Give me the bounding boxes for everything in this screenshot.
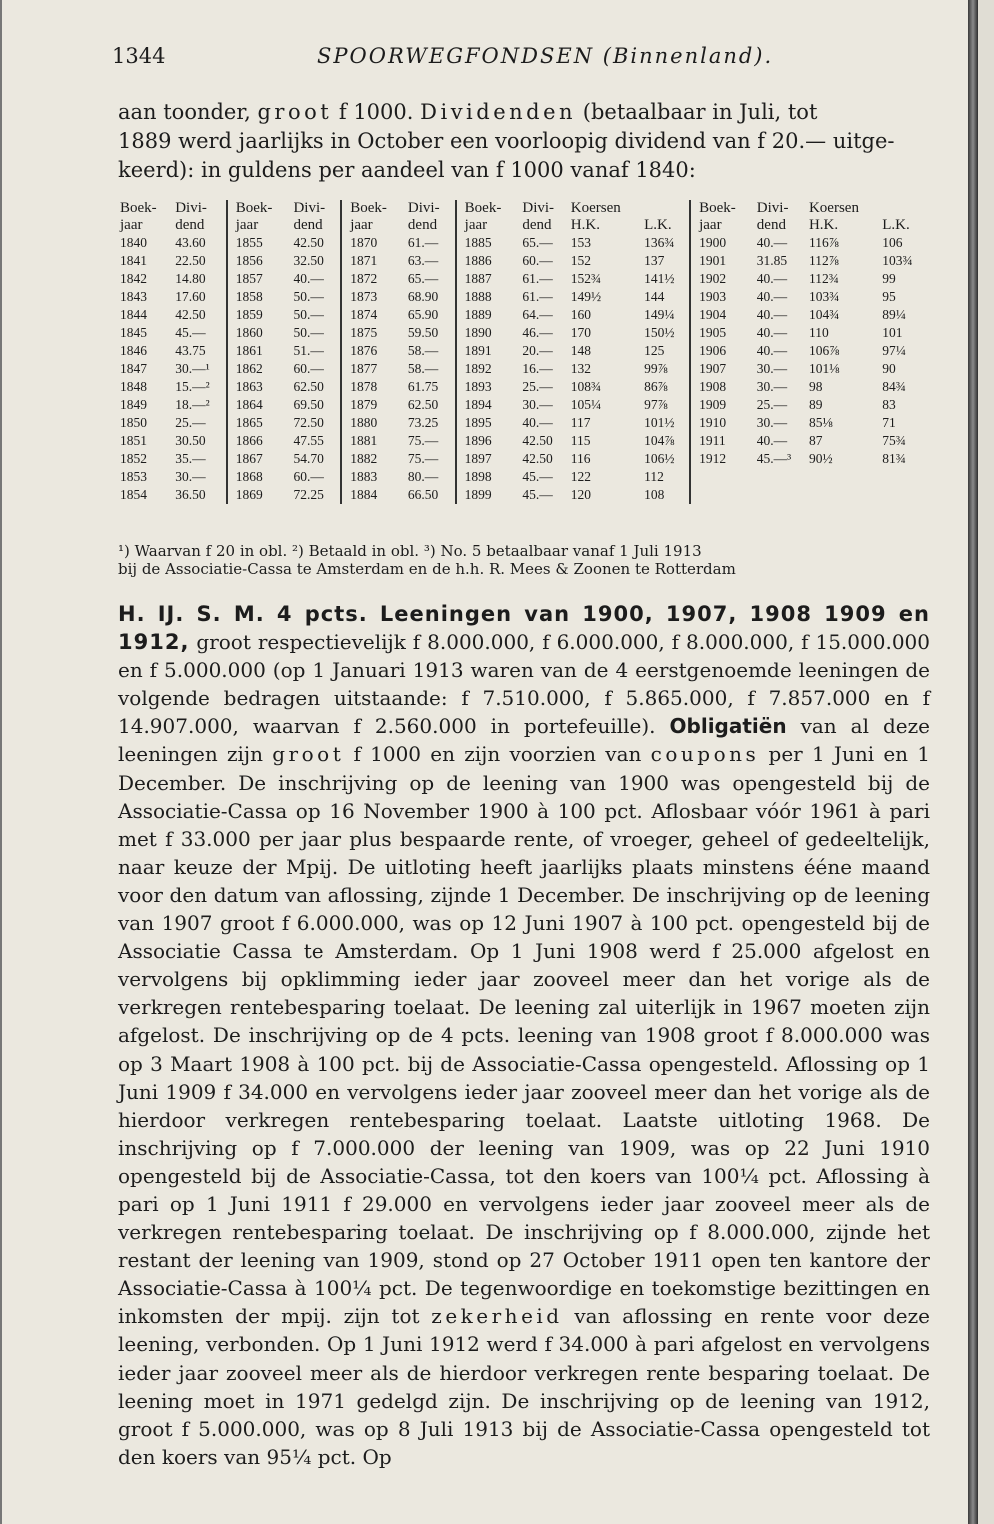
table-cell: 1899 [456,486,521,504]
table-cell: 47.55 [293,433,324,448]
table-cell: 25.— [175,415,206,430]
table-cell: 104⅞ [644,433,675,448]
table-cell: 1890 [456,324,521,342]
table-cell: 1897 [456,450,521,468]
table-cell: 75.— [407,451,439,466]
table-cell: 112¾ [808,271,839,286]
table-cell: 1883 [341,468,406,486]
table-cell: 43.60 [175,235,206,250]
table-cell: 1889 [456,306,521,324]
table-cell: 1846 [120,343,147,358]
table-row [118,486,927,504]
table-cell: 32.50 [293,253,324,268]
table-cell: 98 [808,379,823,394]
table-cell: 71 [882,415,896,430]
table-cell: 15.—² [175,379,210,394]
column-header: Divi- [522,200,555,216]
table-cell: 99 [882,271,896,286]
table-cell: 106 [882,235,903,250]
intro-line-3: keerd): in guldens per aandeel van f 1000 vanaf 1840: [118,158,696,182]
table-cell: 50.— [293,307,324,322]
table-cell: 1874 [341,306,406,324]
column-header: L.K. [644,217,672,233]
table-cell: 1898 [456,468,521,486]
loan-section [118,600,930,1471]
table-cell: 46.— [522,325,553,340]
table-cell: 30.— [756,415,788,430]
table-cell: 1911 [690,432,755,450]
table-cell: 69.50 [293,397,324,412]
column-header: jaar [456,217,521,234]
table-cell: 144 [644,289,665,304]
table-cell: 132 [570,361,592,376]
column-header: L.K. [882,217,910,233]
table-row [118,396,927,414]
column-header: Boek- [456,200,521,217]
table-cell: 1855 [227,234,292,252]
footnote-line-2: bij de Associatie-Cassa te Amsterdam en de h.h. R. Mees & Zoonen te Rotterdam [118,560,736,578]
footnotes [118,542,948,578]
table-cell [807,468,880,486]
table-cell: 1871 [341,252,406,270]
table-cell: 61.75 [407,379,439,394]
table-cell: 63.— [407,253,439,268]
table-cell: 51.— [293,343,324,358]
table-cell: 62.50 [407,397,439,412]
table-cell: 65.90 [407,307,439,322]
table-cell: 1864 [227,396,292,414]
column-header: Boek- [341,200,406,217]
table-header-row [118,217,927,234]
table-cell: 40.— [756,289,788,304]
table-cell: 108¾ [570,379,602,394]
column-header: Divi- [756,200,789,216]
table-cell: 81¾ [882,451,906,466]
dividend-table-header [118,200,927,234]
table-cell: 137 [644,253,665,268]
table-cell: 105¼ [570,397,602,412]
table-row [118,324,927,342]
table-cell: 1881 [341,432,406,450]
table-cell: 89¼ [882,307,906,322]
table-cell [880,468,927,486]
table-cell: 1854 [120,487,147,502]
table-cell: 112 [644,469,664,484]
table-cell: 1910 [690,414,755,432]
table-cell: 101 [882,325,903,340]
table-cell: 1887 [456,270,521,288]
table-cell: 64.— [522,307,553,322]
column-header: Boek- [690,200,755,217]
table-cell: 1849 [120,397,147,412]
body-groot: groot [272,742,345,767]
adjacent-page-edge [978,0,994,1524]
table-row [118,450,927,468]
table-cell: 1840 [120,235,147,250]
table-cell: 1891 [456,342,521,360]
intro-paragraph [118,98,930,185]
table-cell: 117 [570,415,591,430]
table-cell: 45.— [522,469,553,484]
table-cell: 59.50 [407,325,439,340]
table-cell: 60.— [293,469,324,484]
table-cell: 68.90 [407,289,439,304]
table-cell [755,468,807,486]
table-cell: 160 [570,307,592,322]
table-cell: 1896 [456,432,521,450]
table-cell: 14.80 [175,271,206,286]
table-cell: 116⅞ [808,235,839,250]
table-cell: 40.— [756,271,788,286]
table-cell: 1865 [227,414,292,432]
table-cell: 61.— [522,289,553,304]
table-cell: 112⅞ [808,253,839,268]
table-cell: 152 [570,253,592,268]
table-row [118,432,927,450]
table-cell: 30.— [756,361,788,376]
table-cell: 42.50 [293,235,324,250]
table-cell: 1907 [690,360,755,378]
table-cell: 65.— [407,271,439,286]
table-cell: 120 [570,487,592,502]
table-cell: 87 [808,433,823,448]
intro-line-1 [118,98,930,127]
table-cell: 80.— [407,469,439,484]
table-cell: 99⅞ [644,361,668,376]
column-header: Divi- [175,200,207,216]
table-cell: 103¾ [808,289,840,304]
table-cell: 103¾ [882,253,913,268]
table-cell: 1844 [120,307,147,322]
table-cell: 106½ [644,451,675,466]
table-cell: 1861 [227,342,292,360]
table-cell: 1886 [456,252,521,270]
table-cell: 1912 [690,450,755,468]
table-cell: 1862 [227,360,292,378]
column-header: Koersen [808,200,859,216]
table-cell: 116 [570,451,591,466]
table-row [118,360,927,378]
table-cell: 1867 [227,450,292,468]
table-cell: 1892 [456,360,521,378]
column-header: jaar [120,217,143,233]
table-cell: 61.— [407,235,439,250]
table-cell: 1847 [120,361,147,376]
table-cell: 40.— [522,415,553,430]
table-cell: 65.— [522,235,553,250]
table-cell: 30.— [756,379,788,394]
table-cell: 1879 [341,396,406,414]
table-cell: 101½ [644,415,675,430]
table-cell: 149½ [570,289,602,304]
table-cell: 90½ [808,451,833,466]
table-cell: 97¼ [882,343,906,358]
table-cell: 73.25 [407,415,439,430]
column-header: jaar [690,217,755,234]
column-header: Boek- [120,200,157,216]
intro-line-2: 1889 werd jaarlijks in October een voorloopig dividend van f 20.— uitge- [118,129,895,153]
table-cell: 1894 [456,396,521,414]
table-cell: 1875 [341,324,406,342]
table-cell: 61.— [522,271,553,286]
table-cell: 31.85 [756,253,788,268]
column-header [880,200,927,217]
table-cell: 1906 [690,342,755,360]
table-cell: 25.— [756,397,788,412]
column-header: dend [522,217,552,233]
table-cell: 35.— [175,451,206,466]
table-cell: 36.50 [175,487,206,502]
table-cell: 62.50 [293,379,324,394]
table-cell: 115 [570,433,591,448]
table-cell: 75¾ [882,433,906,448]
table-cell: 54.70 [293,451,324,466]
table-header-row [118,200,927,217]
table-cell: 106⅞ [808,343,840,358]
table-cell: 1843 [120,289,147,304]
table-cell: 1868 [227,468,292,486]
table-cell: 110 [808,325,829,340]
intro-text: aan toonder, [118,100,251,124]
table-cell: 50.— [293,289,324,304]
table-cell: 85⅛ [808,415,833,430]
table-cell: 40.— [756,235,788,250]
table-row [118,342,927,360]
table-cell: 1893 [456,378,521,396]
table-cell: 1882 [341,450,406,468]
table-cell: 1841 [120,253,147,268]
table-row [118,234,927,252]
table-cell: 1908 [690,378,755,396]
table-cell: 1853 [120,469,147,484]
table-cell: 125 [644,343,665,358]
table-row [118,468,927,486]
table-cell: 97⅞ [644,397,668,412]
table-cell: 170 [570,325,592,340]
table-cell: 1904 [690,306,755,324]
table-cell: 1842 [120,271,147,286]
column-header: dend [175,217,205,233]
body-coupons: coupons [650,742,760,767]
table-cell: 1848 [120,379,147,394]
table-cell: 40.— [756,343,788,358]
table-cell: 40.— [756,433,788,448]
table-cell: 42.50 [522,433,553,448]
body-text-2b: f 1000 en zijn voorzien van [353,742,642,767]
table-cell: 45.—³ [756,451,792,466]
table-cell: 72.25 [293,487,324,502]
table-row [118,306,927,324]
table-cell: 1878 [341,378,406,396]
table-cell: 148 [570,343,592,358]
table-cell: 1884 [341,486,406,504]
table-cell: 101⅛ [808,361,840,376]
table-cell: 1858 [227,288,292,306]
intro-groot: groot [257,100,333,124]
page-header [112,44,932,74]
table-cell: 1905 [690,324,755,342]
table-cell: 25.— [522,379,553,394]
table-cell: 58.— [407,343,439,358]
running-title: SPOORWEGFONDSEN (Binnenland). [317,44,774,68]
intro-text-post: (betaalbaar in Juli, tot [582,100,818,124]
table-cell: 40.— [293,271,324,286]
table-cell: 1872 [341,270,406,288]
table-cell: 20.— [522,343,553,358]
table-cell: 149¼ [644,307,675,322]
table-cell: 1856 [227,252,292,270]
table-cell: 45.— [175,325,206,340]
dividend-table-body [118,234,927,504]
table-cell: 90 [882,361,896,376]
table-cell: 16.— [522,361,553,376]
column-header [642,200,690,217]
table-row [118,270,927,288]
table-cell: 60.— [293,361,324,376]
table-cell: 1901 [690,252,755,270]
table-row [118,378,927,396]
table-cell: 42.50 [175,307,206,322]
table-cell: 108 [644,487,665,502]
table-cell: 153 [570,235,592,250]
table-cell: 95 [882,289,896,304]
table-cell: 1845 [120,325,147,340]
table-cell: 1850 [120,415,147,430]
table-cell: 1866 [227,432,292,450]
table-cell: 141½ [644,271,675,286]
column-header: Boek- [227,200,292,217]
table-cell: 1870 [341,234,406,252]
table-cell [690,486,755,504]
dividend-table [118,200,928,504]
column-header: jaar [227,217,292,234]
book-binding [968,0,978,1524]
table-cell [690,468,755,486]
footnote-line-1: ¹) Waarvan f 20 in obl. ²) Betaald in obl. ³) No. 5 betaalbaar vanaf 1 Juli 1913 [118,542,702,560]
table-cell [880,486,927,504]
table-cell: 1877 [341,360,406,378]
table-cell: 1900 [690,234,755,252]
table-cell: 150½ [644,325,675,340]
table-cell: 1909 [690,396,755,414]
table-cell: 40.— [756,307,788,322]
intro-dividenden: Dividenden [420,100,577,124]
table-cell: 86⅞ [644,379,668,394]
table-cell: 66.50 [407,487,439,502]
body-text-2a: van al deze leeningen zijn [118,714,930,767]
table-cell: 89 [808,397,823,412]
table-cell: 18.—² [175,397,210,412]
column-header: dend [407,217,438,233]
table-cell: 1888 [456,288,521,306]
table-cell: 1859 [227,306,292,324]
body-text-2c: per 1 Juni en 1 December. De inschrijving op de leening van 1900 was opengesteld bij de Associatie-Cassa op 16 November 1900 à 100 pct. Aflosbaar vóór 1961 à pari met f 33.000 per jaar plus bespaarde rente, of vroeger, geheel of gedeeltelijk, naar keuze der Mpij. De uitloting heeft jaarlijks plaats minstens ééne maand voor den datum van aflossing, zijnde 1 December. De inschrijving op de leening van 1907 groot f 6.000.000, was op 12 Juni 1907 à 100 pct. opengesteld bij de Associatie Cassa te Amsterdam. Op 1 Juni 1908 werd f 25.000 afgelost en vervolgens bij opklimming ieder jaar zooveel meer dan het vorige als de verkregen rentebesparing toelaat. De leening zal uiterlijk in 1967 moeten zijn afgelost. De inschrijving op de 4 pcts. leening van 1908 groot f 8.000.000 was op 3 Maart 1908 à 100 pct. bij de Associatie-Cassa opengesteld. Aflossing op 1 Juni 1909 f 34.000 en vervolgens ieder jaar zooveel meer dan het vorige als de hierdoor verkregen rentebesparing toelaat. Laatste uitloting 1968. De inschrijving op f 7.000.000 der leening van 1909, was op 22 Juni 1910 opengesteld bij de Associatie-Cassa, tot den koers van 100¼ pct. Aflossing à pari op 1 Juni 1911 f 29.000 en vervolgens ieder jaar zooveel meer als de verkregen rentebesparing toelaat. De inschrijving op f 8.000.000, zijnde het restant der leening van 1909, stond op 27 October 1911 open ten kantore der Associatie-Cassa à 100¼ pct. De tegenwoordige en toekomstige bezittingen en inkomsten der mpij. zijn tot [118,742,931,1329]
table-cell: 1880 [341,414,406,432]
table-cell: 17.60 [175,289,206,304]
table-cell: 1873 [341,288,406,306]
table-cell: 42.50 [522,451,553,466]
table-cell: 50.— [293,325,324,340]
table-cell: 43.75 [175,343,206,358]
column-header: dend [293,217,323,233]
table-cell: 1895 [456,414,521,432]
body-text-2d: van aflossing en rente voor deze leening, verbonden. Op 1 Juni 1912 werd f 34.000 à pari afgelost en vervolgens ieder jaar zooveel meer als de hierdoor verkregen rente besparing toelaat. De leening moet in 1971 gedelgd zijn. De inschrijving op de leening van 1912, groot f 5.000.000, was op 8 Juli 1913 bij de Associatie-Cassa opengesteld tot den koers van 95¼ pct. Op [118,1304,931,1469]
obligatien-heading: Obligatiën [669,714,787,739]
table-cell: 83 [882,397,896,412]
column-header: dend [756,217,786,233]
table-cell: 1885 [456,234,521,252]
table-cell: 30.50 [175,433,206,448]
table-cell: 75.— [407,433,439,448]
table-row [118,252,927,270]
table-cell: 22.50 [175,253,206,268]
table-cell: 1903 [690,288,755,306]
table-cell: 84¾ [882,379,906,394]
table-cell: 1876 [341,342,406,360]
column-header: Divi- [407,200,440,216]
table-cell: 30.—¹ [175,361,210,376]
table-cell [755,486,807,504]
table-cell: 40.— [756,325,788,340]
table-cell [807,486,880,504]
table-cell: 58.— [407,361,439,376]
table-row [118,414,927,432]
table-cell: 152¾ [570,271,602,286]
table-cell: 136¾ [644,235,675,250]
table-cell: 1902 [690,270,755,288]
table-cell: 122 [570,469,592,484]
column-header: H.K. [808,217,839,233]
table-row [118,288,927,306]
table-cell: 1869 [227,486,292,504]
column-header: Divi- [293,200,326,216]
table-cell: 1863 [227,378,292,396]
table-cell: 1857 [227,270,292,288]
table-cell: 1860 [227,324,292,342]
table-cell: 45.— [522,487,553,502]
body-paragraph-1: groot respectievelijk f 8.000.000, f 6.000.000, f 8.000.000, f 15.000.000 en f 5.000.000 (op 1 Januari 1913 waren van de 4 eerstgenoemde leeningen de volgende bedragen uitstaande: f 7.510.000, f 5.865.000, f 7.857.000 en f 14.907.000, waarvan f 2.560.000 in portefeuille). [118,630,930,739]
column-header: H.K. [570,217,600,233]
column-header: Koersen [570,200,621,216]
table-cell: 30.— [522,397,553,412]
body-zekerheid: zekerheid [431,1304,563,1329]
table-cell: 104¾ [808,307,840,322]
page-number: 1344 [112,44,166,68]
section-heading: H. IJ. S. M. 4 pcts. Leeningen van 1900, 1907, 1908 1909 en 1912, [118,602,930,655]
table-cell: 1852 [120,451,147,466]
table-cell: 60.— [522,253,553,268]
intro-amount: f 1000. [338,100,414,124]
table-cell: 30.— [175,469,206,484]
table-cell: 1851 [120,433,147,448]
table-cell: 72.50 [293,415,324,430]
column-header: jaar [341,217,406,234]
